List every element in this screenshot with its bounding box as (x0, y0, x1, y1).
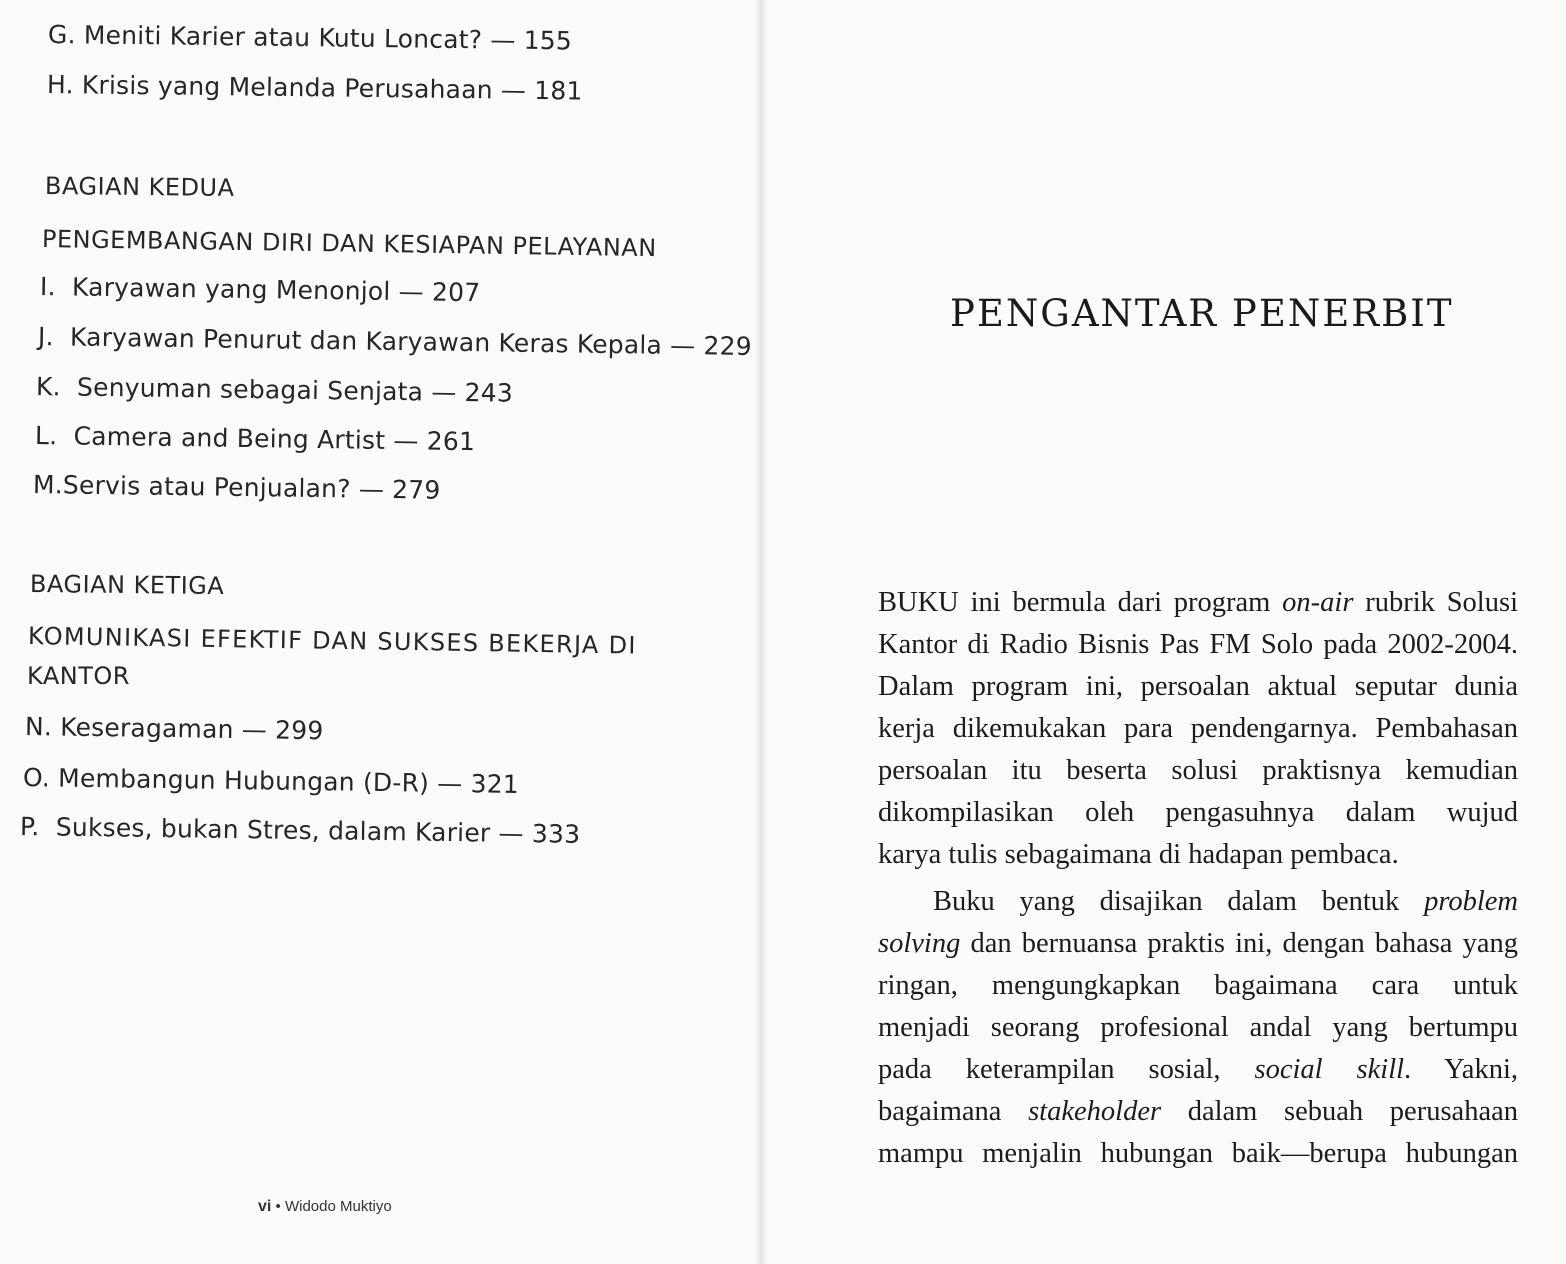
toc-title: Membangun Hubungan (D-R) — (57, 763, 471, 799)
part2-label: BAGIAN KEDUA (44, 172, 235, 202)
text-line: persoalan itu beserta solusi praktisnya kemudian (878, 755, 1518, 786)
toc-item-l (35, 421, 476, 456)
text-line: Dalam program ini, persoalan aktual seputar dunia (878, 671, 1518, 702)
toc-page-number: 261 (426, 426, 476, 457)
toc-page-number: 155 (523, 25, 573, 56)
toc-page-number: 229 (703, 331, 753, 361)
text-line: solving dan bernuansa praktis ini, dengan bahasa yang (878, 928, 1518, 959)
text-line: ringan, mengungkapkan bagaimana cara untuk (878, 970, 1518, 1001)
toc-letter: K. (35, 372, 61, 402)
paragraph-2 (878, 881, 1518, 1175)
part2-title: PENGEMBANGAN DIRI DAN KESIAPAN PELAYANAN (41, 225, 657, 263)
toc-title: Servis atau Penjualan? — (62, 470, 393, 505)
toc-title: Karyawan yang Menonjol — (71, 272, 433, 307)
toc-item-i (40, 272, 481, 307)
toc-title: Karyawan Penurut dan Karyawan Keras Kepala — (69, 322, 704, 361)
toc-page-number: 243 (464, 377, 514, 408)
toc-page-number: 321 (470, 769, 520, 799)
toc-letter: G. (47, 20, 76, 50)
toc-page-number: 207 (431, 277, 481, 308)
text-line: mampu menjalin hubungan baik—berupa hubungan (878, 1138, 1518, 1169)
text-line: kerja dikemukakan para pendengarnya. Pembahasan (878, 713, 1518, 744)
text-line: menjadi seorang profesional andal yang bertumpu (878, 1012, 1518, 1043)
part3-title-line1: KOMUNIKASI EFEKTIF DAN SUKSES BEKERJA DI (27, 622, 637, 660)
text-line: bagaimana stakeholder dalam sebuah perusahaan (878, 1096, 1518, 1127)
toc-letter: O. (22, 763, 51, 793)
toc-page-number: 333 (531, 819, 581, 849)
footer-author: Widodo Muktiyo (284, 1198, 392, 1215)
paragraph-1 (878, 582, 1518, 876)
footer-separator: • (275, 1198, 281, 1215)
text-line: karya tulis sebagaimana di hadapan pembaca. (878, 839, 1399, 870)
toc-title: Sukses, bukan Stres, dalam Karier — (55, 812, 533, 849)
part3-label: BAGIAN KETIGA (29, 570, 225, 601)
text-line: pada keterampilan sosial, social skill. Yakni, (878, 1054, 1518, 1085)
chapter-title: PENGANTAR PENERBIT (950, 292, 1454, 335)
toc-letter: M. (32, 470, 64, 500)
toc-title: Krisis yang Melanda Perusahaan — (81, 70, 535, 105)
toc-page-number: 299 (274, 715, 324, 746)
text-line: dikompilasikan oleh pengasuhnya dalam wujud (878, 797, 1518, 828)
toc-letter: P. (19, 812, 40, 842)
toc-letter: H. (46, 70, 74, 100)
toc-letter: J. (37, 322, 54, 352)
toc-item-m (33, 470, 441, 505)
part3-title-line2: KANTOR (27, 662, 130, 690)
toc-title: Meniti Karier atau Kutu Loncat? — (83, 20, 524, 55)
toc-page-number: 279 (391, 475, 441, 505)
page-footer (258, 1198, 392, 1216)
toc-letter: I. (39, 272, 56, 302)
text-line: BUKU ini bermula dari program on-air rubrik Solusi (878, 587, 1518, 618)
toc-title: Senyuman sebagai Senjata — (76, 372, 465, 407)
toc-item-n (25, 712, 324, 745)
book-gutter (754, 0, 768, 1264)
toc-letter: N. (24, 712, 53, 742)
toc-letter: L. (34, 421, 58, 451)
page-number: vi (258, 1198, 272, 1215)
toc-page-number: 181 (534, 75, 583, 106)
toc-title: Keseragaman — (60, 712, 276, 745)
text-line: Buku yang disajikan dalam bentuk problem (933, 886, 1518, 917)
toc-title: Camera and Being Artist — (73, 421, 427, 456)
text-line: Kantor di Radio Bisnis Pas FM Solo pada 2002-2004. (878, 629, 1518, 660)
